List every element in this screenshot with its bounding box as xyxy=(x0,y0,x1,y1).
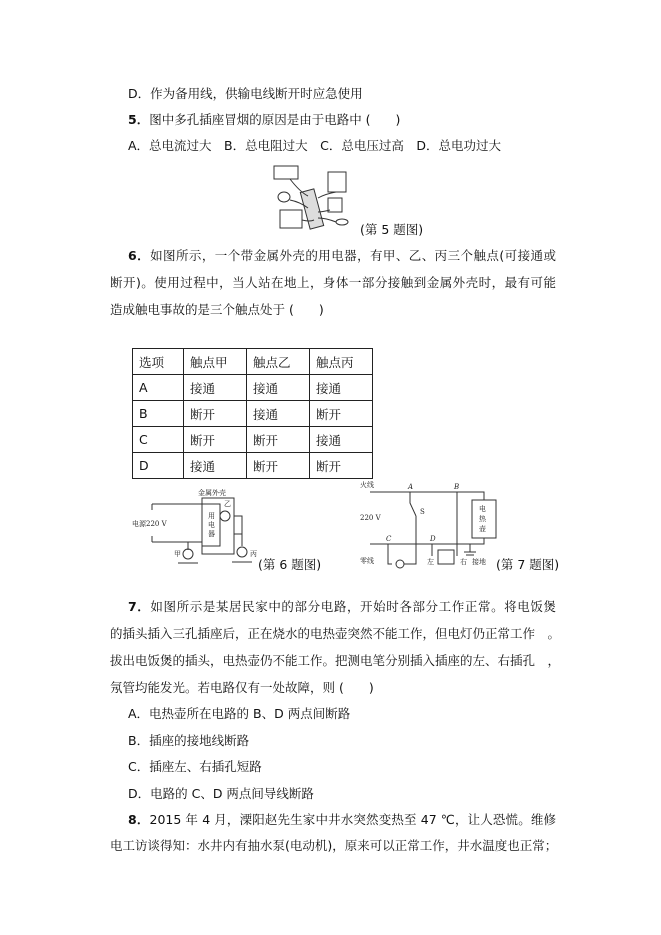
table-cell: 断开 xyxy=(247,427,310,453)
table-cell: 断开 xyxy=(247,453,310,479)
q7-option-b: B．插座的接地线断路 xyxy=(128,733,250,748)
q5-caption: (第 5 题图) xyxy=(360,222,424,237)
fig7-left-label: 左 xyxy=(427,558,434,566)
fig6-device-label: 器 xyxy=(208,530,215,538)
table-cell: 断开 xyxy=(184,427,247,453)
q6-options-table xyxy=(132,348,373,479)
q6-circuit-diagram xyxy=(132,486,262,570)
table-cell: 接通 xyxy=(247,375,310,401)
fig6-shell-label: 金属外壳 xyxy=(198,489,226,497)
q5-number: 5． xyxy=(128,112,150,127)
fig6-jia-label: 甲 xyxy=(174,550,181,558)
q6-line-2: 断开)。使用过程中，当人站在地上，身体一部分接触到金属外壳时，最有可能 xyxy=(110,275,556,290)
q8-line-2: 电工访谈得知：水井内有抽水泵(电动机)，原来可以正常工作，井水温度也正常； xyxy=(110,838,558,853)
q7-line-1 xyxy=(128,599,556,615)
table-cell: 断开 xyxy=(310,453,373,479)
q4-option-d: D．作为备用线，供输电线断开时应急使用 xyxy=(128,86,363,101)
table-cell: A xyxy=(133,375,184,401)
table-row xyxy=(133,375,373,401)
fig7-point-c: C xyxy=(386,535,392,543)
table-header: 触点乙 xyxy=(247,349,310,375)
table-row xyxy=(133,427,373,453)
fig7-kettle-label: 热 xyxy=(479,515,486,523)
q5-options: A．总电流过大 B．总电阻过大 C．总电压过高 D．总电功过大 xyxy=(128,138,501,153)
fig7-point-d: D xyxy=(430,535,436,543)
q7-line-3: 拔出电饭煲的插头，电热壶仍不能工作。把测电笔分别插入插座的左、右插孔 ， xyxy=(110,653,561,668)
q7-option-d: D．电路的 C、D 两点间导线断路 xyxy=(128,786,314,801)
table-cell: D xyxy=(133,453,184,479)
q7-line-2: 的插头插入三孔插座后，正在烧水的电热壶突然不能工作，但电灯仍正常工作 。 xyxy=(110,626,561,641)
q7-option-c: C．插座左、右插孔短路 xyxy=(128,759,262,774)
fig6-yi-label: 乙 xyxy=(224,500,231,508)
table-cell: B xyxy=(133,401,184,427)
q7-line-1-text: 如图所示是某居民家中的部分电路，开始时各部分工作正常。将电饭煲 xyxy=(150,599,556,614)
fig7-ground-label: 接地 xyxy=(472,558,486,566)
q8-line-1-text: 2015 年 4 月，溧阳赵先生家中井水突然变热至 47 ℃，让人恐慌。维修 xyxy=(149,812,557,827)
fig7-live-label: 火线 xyxy=(360,481,374,489)
fig7-right-label: 右 xyxy=(460,558,467,566)
table-cell: 接通 xyxy=(310,375,373,401)
table-header: 选项 xyxy=(133,349,184,375)
q6-caption: (第 6 题图) xyxy=(258,557,322,572)
table-cell: 断开 xyxy=(310,401,373,427)
table-cell: C xyxy=(133,427,184,453)
fig7-point-b: B xyxy=(454,483,460,491)
table-cell: 接通 xyxy=(247,401,310,427)
q7-caption: (第 7 题图) xyxy=(496,557,560,572)
fig7-kettle-label: 电 xyxy=(479,505,486,513)
fig6-source-label: 电源220 V xyxy=(132,520,167,528)
table-row xyxy=(133,401,373,427)
table-cell: 接通 xyxy=(184,453,247,479)
q6-line-1-text: 如图所示，一个带金属外壳的用电器，有甲、乙、丙三个触点(可接通或 xyxy=(150,248,556,263)
fig7-switch-label: S xyxy=(420,508,425,516)
table-row xyxy=(133,453,373,479)
q8-line-1 xyxy=(128,812,556,828)
fig7-point-a: A xyxy=(408,483,414,491)
q7-option-a: A．电热壶所在电路的 B、D 两点间断路 xyxy=(128,706,351,721)
q5-figure-power-strip xyxy=(270,162,360,234)
fig7-neutral-label: 零线 xyxy=(360,557,374,565)
q7-circuit-diagram xyxy=(360,478,500,570)
fig7-kettle-label: 壶 xyxy=(479,525,486,533)
q8-number: 8． xyxy=(128,812,150,827)
q6-line-1 xyxy=(128,248,556,264)
q5-stem xyxy=(128,112,556,128)
table-cell: 接通 xyxy=(184,375,247,401)
fig6-device-label: 电 xyxy=(208,521,215,529)
table-cell: 断开 xyxy=(184,401,247,427)
table-cell: 接通 xyxy=(310,427,373,453)
fig7-voltage-label: 220 V xyxy=(360,514,381,522)
fig6-device-label: 用 xyxy=(208,512,215,520)
q6-line-3: 造成触电事故的是三个触点处于 ( ) xyxy=(110,302,324,317)
table-header-row xyxy=(133,349,373,375)
table-header: 触点丙 xyxy=(310,349,373,375)
q5-stem-text: 图中多孔插座冒烟的原因是由于电路中 ( ) xyxy=(149,112,401,127)
q6-number: 6． xyxy=(128,248,151,263)
q7-number: 7． xyxy=(128,599,151,614)
fig6-bing-label: 丙 xyxy=(250,550,257,558)
table-header: 触点甲 xyxy=(184,349,247,375)
q7-line-4: 氖管均能发光。若电路仅有一处故障，则 ( ) xyxy=(110,680,374,695)
